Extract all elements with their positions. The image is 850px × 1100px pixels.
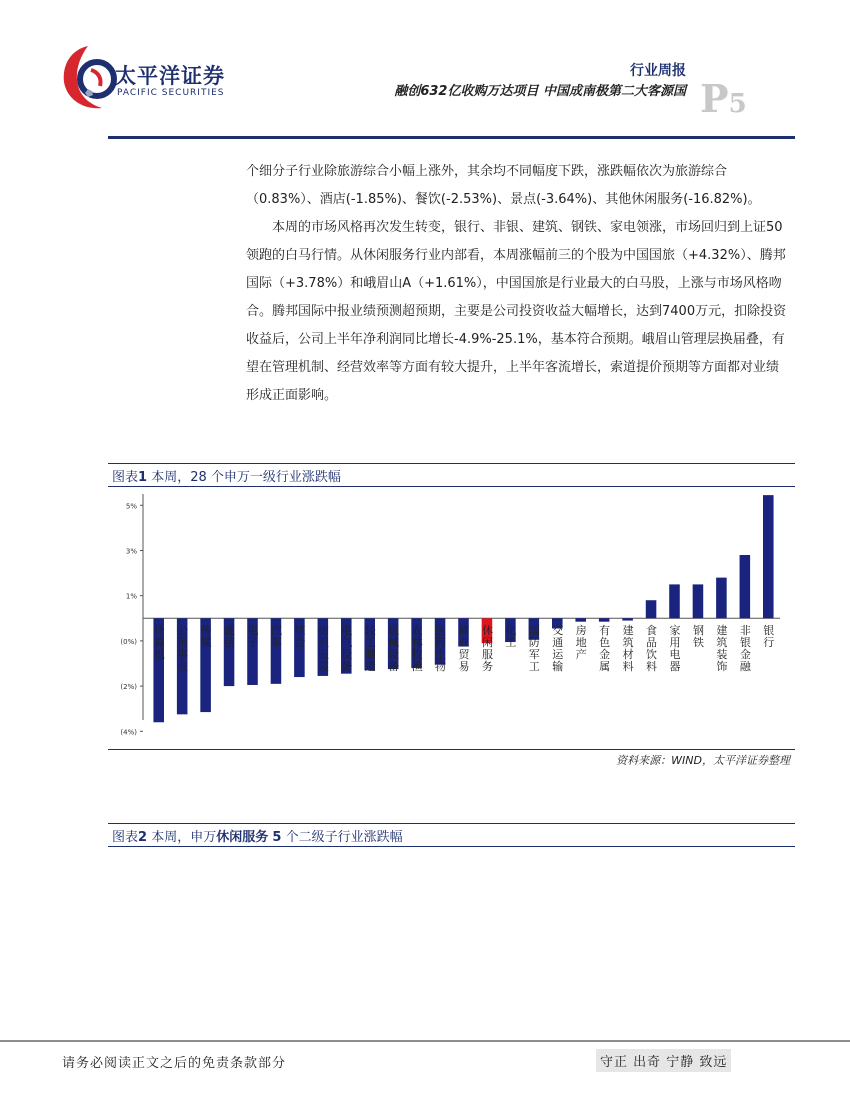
category-label: 通信 — [222, 624, 236, 649]
category-label: 电子 — [246, 624, 259, 649]
category-label: 计算机 — [152, 624, 166, 661]
category-label: 综合 — [292, 624, 306, 649]
category-label: 休闲服务 — [480, 624, 494, 673]
chart-divider — [108, 749, 795, 750]
bar — [622, 618, 633, 620]
category-label: 交通运输 — [550, 624, 564, 673]
bar — [599, 618, 610, 621]
header-divider — [108, 136, 795, 139]
category-label: 传媒 — [199, 624, 213, 649]
y-tick-label: (2%) — [120, 683, 137, 692]
y-tick-label: 3% — [125, 547, 137, 556]
category-label: 农林牧渔 — [410, 624, 424, 673]
category-label: 国防军工 — [527, 624, 541, 673]
category-label: 医药生物 — [433, 624, 447, 673]
category-label: 机械设备 — [386, 624, 400, 673]
disclaimer-text: 请务必阅读正文之后的免责条款部分 — [62, 1056, 287, 1071]
chart-source: 资料来源：WIND，太平洋证券整理 — [616, 754, 790, 767]
category-label: 银行 — [761, 624, 775, 649]
category-label: 电气设备 — [339, 624, 353, 673]
category-label: 建筑材料 — [621, 624, 635, 673]
bar — [669, 584, 680, 618]
category-label: 汽车 — [269, 624, 283, 649]
figure-2-caption: 图表2 本周，申万休闲服务 5 个二级子行业涨跌幅 — [108, 823, 795, 847]
category-label: 房地产 — [574, 624, 588, 661]
category-label: 家用电器 — [668, 624, 681, 673]
bar — [693, 584, 704, 618]
bar — [646, 600, 657, 618]
y-tick-label: (0%) — [120, 637, 137, 646]
category-label: 化工 — [503, 624, 517, 649]
company-motto: 守正 出奇 宁静 致远 — [596, 1049, 731, 1072]
body-paragraph-1: 个细分子行业除旅游综合小幅上涨外，其余均不同幅度下跌，涨跌幅依次为旅游综合（0.83%）、酒店(-1.85%)、餐饮(-2.53%)、景点(-3.64%)、其他休闲服务(-16.82%)。 — [246, 164, 761, 207]
category-label: 纺织服装 — [316, 624, 330, 673]
footer-divider — [0, 1040, 850, 1042]
bar — [763, 495, 774, 618]
y-tick-label: 5% — [125, 502, 137, 511]
logo-subtext: PACIFIC SECURITIES — [117, 88, 225, 98]
y-tick-label: 1% — [125, 592, 137, 601]
category-label: 建筑装饰 — [714, 624, 728, 673]
category-label: 轻工制造 — [363, 624, 377, 673]
body-paragraph-2: 本周的市场风格再次发生转变，银行、非银、建筑、钢铁、家电领涨，市场回归到上证50领跑的白马行情。从休闲服务行业内部看，本周涨幅前三的个股为中国国旅（+4.32%）、腾邦国际（+3.78%）和峨眉山A（+1.61%），中国国旅是行业最大的白马股，上涨与市场风格吻合。腾邦国际中报业绩预测超预期，主要是公司投资收益大幅增长，达到7400万元，扣除投资收益后，公司上半年净利润同比增长-4.9%-25.1%，基本符合预期。峨眉山管理层换届叠，有望在管理机制、经营效率等方面有较大提升，上半年客流增长，索道提价预期等方面都对业绩形成正面影响。 — [246, 220, 787, 403]
category-label: 商业贸易 — [457, 624, 470, 673]
category-label: 公用事业 — [175, 624, 189, 673]
bar — [716, 578, 727, 619]
industry-change-bar-chart — [108, 486, 795, 748]
y-tick-label: (4%) — [120, 728, 137, 737]
bar — [575, 618, 586, 621]
report-title: 融创632亿收购万达项目 中国成南极第二大客源国 — [394, 84, 686, 99]
category-label: 食品饮料 — [644, 624, 658, 673]
logo-text: 太平洋证券 — [115, 64, 225, 88]
bar — [740, 555, 751, 618]
category-label: 钢铁 — [691, 624, 705, 649]
category-label: 非银金融 — [738, 624, 752, 673]
figure-1-caption: 图表1 本周，28 个申万一级行业涨跌幅 — [108, 463, 795, 487]
report-type: 行业周报 — [630, 63, 686, 79]
page-number: P5 — [700, 76, 747, 121]
category-label: 有色金属 — [597, 624, 611, 673]
